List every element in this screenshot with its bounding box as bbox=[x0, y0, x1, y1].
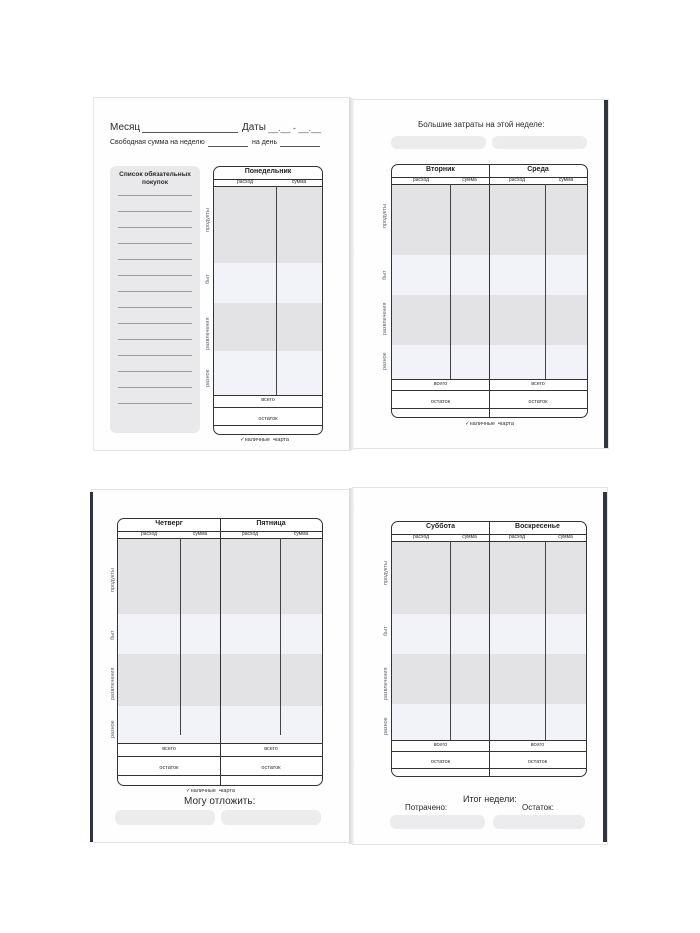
col-expense: расход bbox=[241, 531, 259, 537]
save-field[interactable] bbox=[115, 810, 215, 825]
payment-legend: ✓наличные •карта bbox=[186, 788, 235, 794]
month-field[interactable] bbox=[142, 132, 238, 133]
shopping-line[interactable] bbox=[118, 387, 192, 388]
shopping-line[interactable] bbox=[118, 307, 192, 308]
shopping-line[interactable] bbox=[118, 403, 192, 404]
dot-icon: • bbox=[217, 788, 221, 794]
shopping-line[interactable] bbox=[118, 195, 192, 196]
spread2-cover-edge-left bbox=[90, 492, 93, 842]
shopping-line[interactable] bbox=[118, 211, 192, 212]
remainder-label: остаток bbox=[527, 759, 548, 765]
category-label: продукты bbox=[383, 561, 389, 585]
category-label: продукты bbox=[110, 568, 116, 592]
col-sum: сумма bbox=[462, 177, 477, 183]
check-icon: ✓ bbox=[465, 421, 470, 427]
remainder-label: остаток bbox=[430, 399, 451, 405]
shopping-line[interactable] bbox=[118, 243, 192, 244]
shopping-line[interactable] bbox=[118, 259, 192, 260]
dot-icon: • bbox=[496, 421, 500, 427]
big-expenses-label: Большие затраты на этой неделе: bbox=[418, 120, 545, 129]
remainder-label: остаток bbox=[159, 765, 179, 771]
day-name: Воскресенье bbox=[515, 523, 560, 530]
total-label: всего bbox=[264, 746, 278, 752]
col-sum: сумма bbox=[462, 534, 477, 540]
shopping-line[interactable] bbox=[118, 371, 192, 372]
category-label: развлечения bbox=[382, 302, 388, 335]
save-label: Могу отложить: bbox=[184, 796, 256, 807]
shopping-line[interactable] bbox=[118, 355, 192, 356]
col-expense: расход bbox=[412, 534, 430, 540]
total-label: всего bbox=[261, 397, 275, 403]
month-label: Месяц bbox=[110, 122, 141, 133]
dates-label: Даты bbox=[242, 122, 266, 133]
spent-field[interactable] bbox=[390, 815, 485, 829]
spread2-spine-shadow bbox=[349, 488, 354, 844]
category-label: быт bbox=[382, 270, 388, 280]
shopping-line[interactable] bbox=[118, 227, 192, 228]
remaining-label: Остаток: bbox=[522, 803, 554, 812]
day-name: Понедельник bbox=[244, 168, 292, 175]
category-label: быт bbox=[205, 274, 211, 284]
remaining-field[interactable] bbox=[493, 815, 585, 829]
shopping-line[interactable] bbox=[118, 275, 192, 276]
dot-icon: • bbox=[271, 437, 275, 443]
total-label: всего bbox=[433, 381, 448, 387]
free-sum-field[interactable] bbox=[208, 146, 248, 147]
category-label: быт bbox=[383, 626, 389, 636]
remainder-label: остаток bbox=[261, 765, 281, 771]
remainder-label: остаток bbox=[430, 759, 451, 765]
col-sum: сумма bbox=[291, 179, 307, 185]
col-sum: сумма bbox=[558, 534, 573, 540]
spread1-spine-shadow bbox=[349, 98, 354, 450]
shopping-line[interactable] bbox=[118, 339, 192, 340]
category-label: развлечения bbox=[110, 667, 116, 700]
thursday-friday-table bbox=[117, 518, 323, 786]
shopping-line[interactable] bbox=[118, 291, 192, 292]
shopping-list-title-line2: покупок bbox=[142, 179, 168, 186]
col-expense: расход bbox=[412, 177, 430, 183]
col-expense: расход bbox=[236, 179, 254, 185]
col-sum: сумма bbox=[558, 177, 574, 183]
category-label: разное bbox=[205, 369, 211, 387]
big-expense-field[interactable] bbox=[492, 136, 587, 149]
day-name: Суббота bbox=[425, 523, 456, 530]
check-icon: ✓ bbox=[240, 437, 245, 443]
category-label: развлечения bbox=[205, 317, 211, 350]
check-icon: ✓ bbox=[186, 788, 191, 794]
save-field[interactable] bbox=[221, 810, 321, 825]
free-sum-label: Свободная сумма на неделю bbox=[110, 139, 205, 146]
big-expense-field[interactable] bbox=[391, 136, 486, 149]
per-day-label: на день bbox=[252, 139, 278, 146]
category-label: разное bbox=[382, 352, 388, 370]
per-day-field[interactable] bbox=[280, 146, 320, 147]
total-label: всего bbox=[530, 742, 545, 748]
spent-label: Потрачено: bbox=[405, 803, 448, 812]
saturday-sunday-table bbox=[391, 521, 587, 777]
category-label: разное bbox=[383, 717, 389, 735]
week-total-label: Итог недели: bbox=[463, 794, 517, 804]
payment-legend: ✓наличные •карта bbox=[240, 437, 289, 443]
shopping-line[interactable] bbox=[118, 323, 192, 324]
spread1-cover-edge bbox=[604, 100, 608, 448]
category-label: продукты bbox=[205, 208, 211, 232]
shopping-list-title-line1: Список обязательных bbox=[119, 171, 191, 178]
dates-field[interactable]: __.__ - __.__ bbox=[268, 123, 322, 133]
category-label: быт bbox=[110, 630, 116, 640]
category-label: продукты bbox=[382, 204, 388, 228]
total-label: всего bbox=[531, 381, 545, 387]
remainder-label: остаток bbox=[258, 416, 278, 422]
total-label: всего bbox=[433, 742, 448, 748]
day-name: Четверг bbox=[155, 520, 183, 527]
day-name: Среда bbox=[527, 166, 549, 173]
category-label: разное bbox=[110, 720, 116, 738]
payment-legend: ✓наличные •карта bbox=[465, 421, 514, 427]
remainder-label: остаток bbox=[528, 399, 548, 405]
total-label: всего bbox=[162, 746, 176, 752]
col-sum: сумма bbox=[192, 531, 208, 537]
shopping-list-box bbox=[110, 166, 200, 433]
category-label: развлечения bbox=[383, 667, 389, 700]
col-expense: расход bbox=[508, 534, 526, 540]
tuesday-wednesday-table bbox=[391, 164, 588, 418]
col-sum: сумма bbox=[293, 531, 309, 537]
day-name: Вторник bbox=[426, 166, 455, 173]
col-expense: расход bbox=[508, 177, 526, 183]
col-expense: расход bbox=[140, 531, 158, 537]
day-name: Пятница bbox=[256, 520, 286, 527]
spread2-cover-edge-right bbox=[603, 492, 607, 842]
monday-table bbox=[213, 166, 323, 435]
